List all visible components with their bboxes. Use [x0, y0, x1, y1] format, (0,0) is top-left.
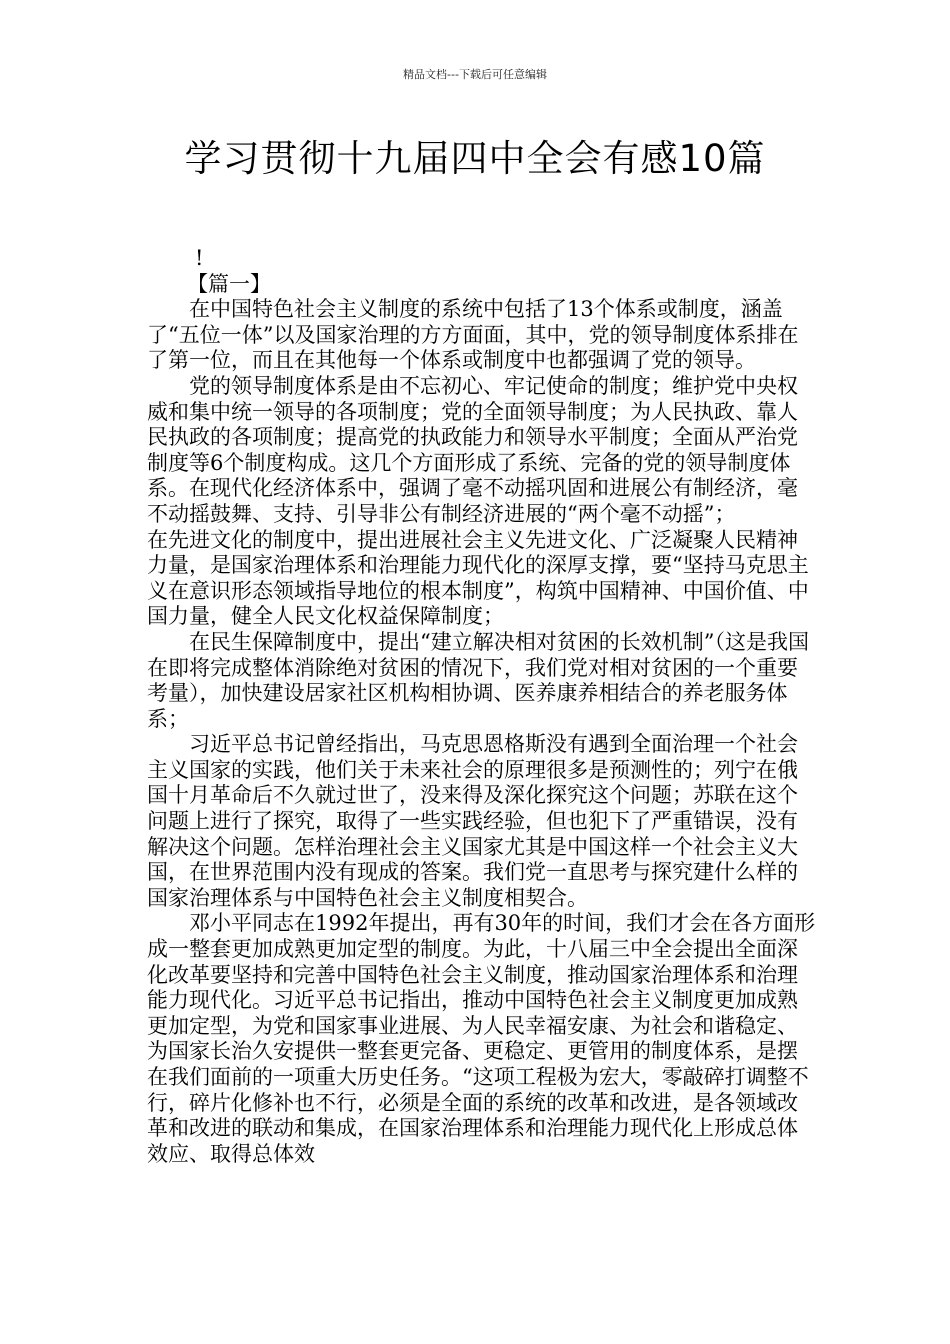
- paragraph-2-part-a: 党的领导制度体系是由不忘初心、牢记使命的制度；维护党中央权威和集中统一领导的各项制度；党的全面领导制度；为人民执政、靠人民执政的各项制度；提高党的执政能力和领导水平制度；全面从严治党制度等6个制度构成。这几个方面形成了系统、完备的党的领导制度体系。在现代化经济体系中，强调了毫不动摇巩固和进展公有制经济，毫不动摇鼓舞、支持、引导非公有制经济进展的“两个毫不动摇”；: [147, 373, 798, 526]
- header-note: 精品文档---下载后可任意编辑: [403, 68, 547, 81]
- paragraph-2-part-b: 在先进文化的制度中，提出进展社会主义先进文化、广泛凝聚人民精神力量，是国家治理体系和治理能力现代化的深厚支撑，要“坚持马克思主义在意识形态领域指导地位的根本制度”，构筑中国精神、中国价值、中国力量，健全人民文化权益保障制度；: [147, 527, 809, 629]
- paragraph-4: 习近平总书记曾经指出，马克思恩格斯没有遇到全面治理一个社会主义国家的实践，他们关于未来社会的原理很多是预测性的；列宁在俄国十月革命后不久就过世了，没来得及深化探究这个问题；苏联在这个问题上进行了探究，取得了一些实践经验，但也犯下了严重错误，没有解决这个问题。怎样治理社会主义国家尤其是中国这样一个社会主义大国，在世界范围内没有现成的答案。我们党一直思考与探究建什么样的国家治理体系与中国特色社会主义制度相契合。: [147, 732, 798, 910]
- exclamation-mark: !: [195, 246, 204, 270]
- section-label: 【篇一】: [187, 271, 271, 296]
- paragraph-5: 邓小平同志在1992年提出，再有30年的时间，我们才会在各方面形成一整套更加成熟更加定型的制度。为此，十八届三中全会提出全面深化改革要坚持和完善中国特色社会主义制度，推动国家治理体系和治理能力现代化。习近平总书记指出，推动中国特色社会主义制度更加成熟更加定型，为党和国家事业进展、为人民幸福安康、为社会和谐稳定、为国家长治久安提供一整套更完备、更稳定、更管用的制度体系，是摆在我们面前的一项重大历史任务。“这项工程极为宏大，零敲碎打调整不行，碎片化修补也不行，必须是全面的系统的改革和改进，是各领域改革和改进的联动和集成，在国家治理体系和治理能力现代化上形成总体效应、取得总体效: [147, 911, 816, 1166]
- paragraph-3: 在民生保障制度中，提出“建立解决相对贫困的长效机制”（这是我国在即将完成整体消除绝对贫困的情况下，我们党对相对贫困的一个重要考量），加快建设居家社区机构相协调、医养康养相结合的养老服务体系；: [147, 629, 809, 731]
- paragraph-2: [147, 374, 817, 630]
- document-body: [147, 246, 817, 1167]
- paragraph-1: 在中国特色社会主义制度的系统中包括了13个体系或制度，涵盖了“五位一体”以及国家治理的方方面面，其中，党的领导制度体系排在了第一位，而且在其他每一个体系或制度中也都强调了党的领导。: [147, 297, 799, 373]
- document-title: 学习贯彻十九届四中全会有感10篇: [184, 137, 766, 180]
